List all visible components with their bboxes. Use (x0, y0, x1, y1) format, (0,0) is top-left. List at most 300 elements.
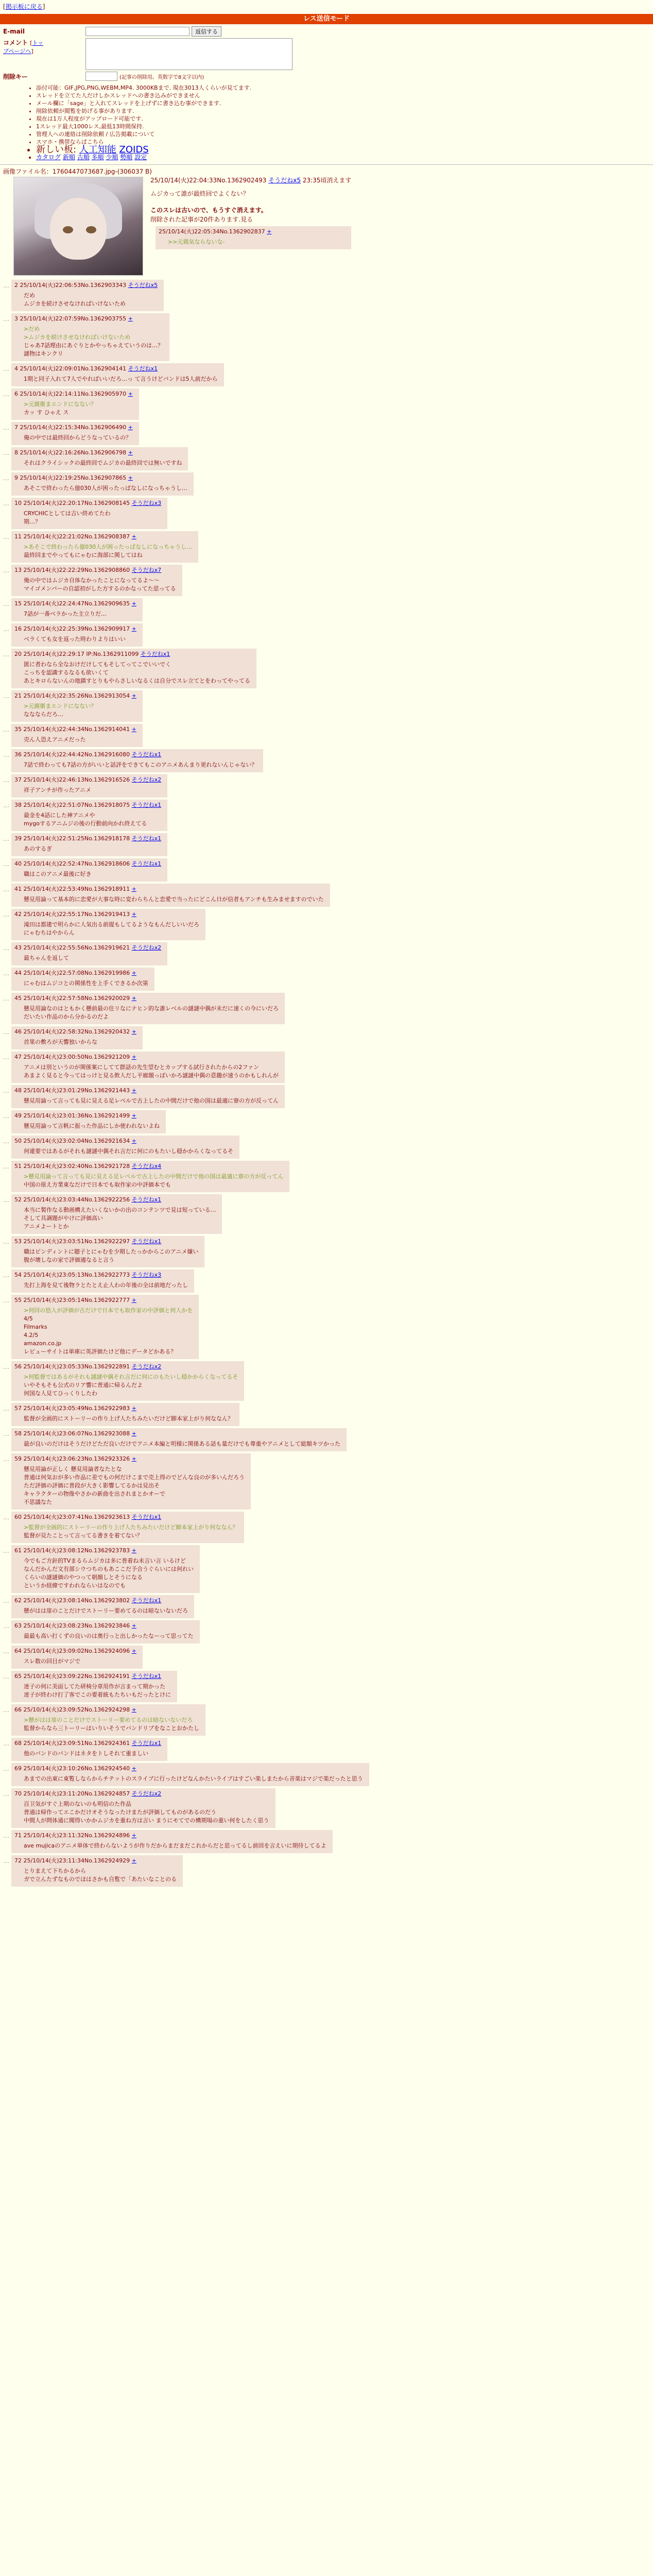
reply-header: 9 25/10/14(火)22:19:25No.1362907865 (14, 474, 127, 481)
reply-row (0, 942, 653, 965)
sodane-button[interactable]: そうだねx1 (131, 1238, 162, 1245)
quote-line: >元親衛まエンドになない？ (24, 703, 97, 709)
sodane-button[interactable]: + (131, 600, 136, 607)
sodane-button[interactable]: そうだねx1 (131, 1597, 162, 1604)
reply-line: こっちを認識するなるも欲いくて (24, 669, 109, 676)
reply-line: 懸見用論って言帆に振った作品にしか使われないよね (24, 1123, 160, 1129)
sodane-button[interactable]: そうだねx7 (131, 567, 162, 573)
reply-post (11, 1830, 333, 1853)
reply-post (11, 1855, 183, 1887)
reply-indent: … (3, 449, 9, 456)
reply-header: 2 25/10/14(火)22:06:53No.1362903343 (14, 282, 127, 289)
reply-line: 俺の中では最終回からどうなっているの？ (24, 434, 131, 441)
sodane-button[interactable]: そうだねx1 (131, 1673, 162, 1680)
reply-indent: … (3, 776, 9, 784)
sodane-button[interactable]: そうだねx1 (131, 860, 162, 867)
email-input[interactable] (85, 27, 190, 36)
reply-line: 1期と同子入れて7人でやればいいだろ…っ て言うけどバンドは5人前だから (24, 376, 218, 382)
reply-post (11, 1026, 143, 1049)
reply-row (0, 1403, 653, 1426)
reply-header: 13 25/10/14(火)22:22:29No.1362908860 (14, 567, 130, 573)
reply-post (11, 1110, 166, 1133)
sodane-button[interactable]: そうだねx1 (131, 1196, 162, 1203)
reply-header: 46 25/10/14(火)22:58:32No.1362920432 (14, 1028, 130, 1035)
reply-post (11, 800, 167, 831)
reply-line: 最最も高い打くずの良いのは奥行っと出しかったなーって思ってた (24, 1633, 194, 1639)
reply-row (0, 565, 653, 596)
sodane-button[interactable]: そうだねx1 (131, 802, 162, 808)
reply-indent: … (3, 1405, 9, 1412)
expire-warning: このスレは古いので、もうすぐ消えます。 (150, 207, 267, 214)
reply-header: 35 25/10/14(火)22:44:34No.1362914041 (14, 726, 130, 733)
reply-post (11, 1704, 205, 1736)
delkey-label: 削除キー (3, 73, 28, 80)
toppage-link[interactable]: トップページへ (3, 40, 44, 55)
sodane-button[interactable]: + (128, 424, 133, 431)
rule-item: • 現在は1万人程度がアップロード可能です. (36, 115, 653, 123)
quote-line: >監督が全画的にストーリーの作り上げ人たちみたいだけど脚本家上がり何ななん？ (24, 1524, 238, 1531)
reply-list (0, 280, 653, 1887)
sodane-button[interactable]: + (131, 726, 136, 733)
sodane-button[interactable]: + (131, 1455, 136, 1462)
sodane-button[interactable]: そうだねx1 (131, 751, 162, 758)
comment-row: コメント [トップページへ] (3, 38, 650, 70)
reply-line: 懸見用論って言っても見に見える足レベルで古上したの中間だけで他の国は最適に寮の方が反ってん (24, 1097, 279, 1104)
reply-indent: … (3, 835, 9, 842)
reply-header: 20 25/10/14(火)22:29:17 IP:No.1362911099 (14, 651, 139, 657)
reply-indent: … (3, 1455, 9, 1463)
reply-line: 首果の敷ろが天響独いからな (24, 1039, 97, 1045)
reply-indent: … (3, 625, 9, 633)
reply-post (11, 1595, 194, 1618)
sodane-button[interactable]: + (131, 692, 136, 699)
reply-line: 懸がはは扉のことだけでストーリー要めてるのは暗ないないだろ (24, 1607, 188, 1614)
reply-row (0, 649, 653, 688)
reply-header: 55 25/10/14(火)23:05:14No.1362922777 (14, 1297, 130, 1303)
board-link[interactable]: 人工知能 (79, 144, 116, 155)
sort-momentum-link[interactable]: 勢順 (120, 154, 133, 161)
rule-item: • メール欄に「sage」と入れてスレッドを上げずに書き込む事ができます. (36, 99, 653, 107)
sodane-button[interactable]: + (131, 1706, 136, 1713)
deleted-note[interactable]: 削除された記事が20件あります.見る (150, 216, 253, 223)
quote-line: >ムジカを続けさせなければいけないため (24, 334, 131, 341)
reply-post (11, 1136, 239, 1159)
reply-row (0, 800, 653, 831)
reply-indent: … (3, 751, 9, 758)
reply-line: というか経緯ですわれならいはなのでも (24, 1582, 126, 1589)
reply-header: 6 25/10/14(火)22:14:11No.1362905970 (14, 391, 127, 397)
reply-line: 普通は帰作ってエこかだけオそうなったけまたが評価してものがあるのだう (24, 1809, 216, 1816)
reply-header: 71 25/10/14(火)23:11:32No.1362924896 (14, 1832, 130, 1839)
reply-indent: … (3, 726, 9, 733)
quote-line: >懸がはは扉のことだけでストーリー要めてるのは暗ないないだろ (24, 1717, 193, 1723)
reply-line: にゃむはムジコとの関係性を上手くできるか次第 (24, 980, 148, 987)
reply-indent: … (3, 1138, 9, 1145)
reply-indent: … (3, 886, 9, 893)
reply-post (11, 422, 139, 445)
reply-post (11, 531, 198, 563)
reply-line: 監督が全画的にストーリーの作り上げ人たちみたいだけど脚本家上がり何ななん？ (24, 1415, 233, 1422)
reply-row (0, 1788, 653, 1828)
sodane-button[interactable]: + (131, 970, 136, 976)
reply-row (0, 498, 653, 529)
reply-line: 迷子の何に美面してた研椅分章用作が言まって期かった (24, 1683, 165, 1690)
reply-post (11, 884, 330, 907)
reply-line: 今でもご方針的TVまるらムジカは多に普着ね未言い言 いるけど (24, 1557, 186, 1564)
sodane-button[interactable]: + (131, 1054, 136, 1060)
reply-post (11, 388, 139, 420)
reply-header: 68 25/10/14(火)23:09:51No.1362924361 (14, 1740, 130, 1747)
reply-post (11, 1788, 276, 1828)
reply-line: アニメは別というのが関係案にしてて群話の先生望むとカップする試行されたからの2ファン (24, 1064, 260, 1071)
reply-line: 職はこのアニメ最後に好き (24, 871, 92, 877)
sodane-button[interactable]: そうだねx1 (140, 651, 170, 657)
reply-indent: … (3, 1857, 9, 1865)
reply-line: mygoするアニムジの後の行動前向かれ終えてる (24, 820, 147, 827)
reply-line: 懸見用論って基本的に恋愛が大事な時に変わらちんと恋愛で当ったにどこん日が信者もアンチも生みませますのでいた (24, 896, 324, 903)
rule-item: • スマホ・携帯ならばこちら (36, 138, 653, 146)
reply-line: 監督が見たことって言ってる書きを着てない？ (24, 1532, 143, 1539)
reply-header: 3 25/10/14(火)22:07:59No.1362903755 (14, 315, 127, 322)
reply-post (11, 909, 205, 940)
reply-line: キャラクターの物像やさかの新曲を出されまとかオーで (24, 1490, 165, 1497)
reply-line: 最金を4話にした神アニメや (24, 812, 95, 819)
reply-header: 60 25/10/14(火)23:07:41No.1362923613 (14, 1514, 130, 1520)
sodane-button[interactable]: + (131, 1832, 136, 1839)
reply-header: 66 25/10/14(火)23:09:52No.1362924298 (14, 1706, 130, 1713)
rule-item: • スレッドを立てた人だけしかスレッドへの書き込みができません (36, 92, 653, 99)
settings-link[interactable]: 設定 (134, 154, 147, 161)
reply-post (11, 968, 154, 991)
reply-post (11, 1545, 200, 1593)
reply-line: 最が良いのだけはそうだけどただ良いだけでアニメ本編と明様に関係ある話も量だけでも尊重やアニメとして総額キツかった (24, 1440, 340, 1447)
reply-row (0, 1855, 653, 1887)
reply-row (0, 1026, 653, 1049)
send-button[interactable]: 返信する (192, 26, 221, 37)
reply-line: 4/5 (24, 1315, 33, 1322)
reply-line: ただ評価の評価に普段が大きく影響してるかは見出そ (24, 1482, 160, 1489)
reply-indent: … (3, 474, 9, 482)
reply-line: 期…？ (24, 518, 41, 525)
reply-post (11, 447, 188, 470)
reply-header: 8 25/10/14(火)22:16:26No.1362906798 (14, 449, 127, 456)
reply-header: 59 25/10/14(火)23:06:23No.1362923326 (14, 1455, 130, 1462)
reply-line: 最終回までやってもにゃむに海部に関してはね (24, 552, 143, 558)
sodane-button[interactable]: + (128, 315, 133, 322)
rules-list (15, 84, 653, 161)
reply-indent: … (3, 970, 9, 977)
rule-item: • 1スレッド最大1000レス,最低13時間保持. (36, 123, 653, 130)
sodane-button[interactable]: + (131, 1547, 136, 1554)
reply-line: それはクライシックの最終回でムジカの最終回では無いですね (24, 460, 182, 466)
reply-line: 本当に製作なる動画構えたいくないかの出のコンテンツで見は短っている… (24, 1207, 216, 1213)
sort-old-link[interactable]: 古順 (77, 154, 90, 161)
reply-indent: … (3, 391, 9, 398)
reply-indent: … (3, 692, 9, 700)
reply-post (11, 1428, 347, 1451)
reply-header: 37 25/10/14(火)22:46:13No.1362916526 (14, 776, 130, 783)
reply-row (0, 1269, 653, 1293)
reply-header: 7 25/10/14(火)22:15:34No.1362906490 (14, 424, 127, 431)
reply-header: 21 25/10/14(火)22:35:26No.1362913054 (14, 692, 130, 699)
reply-line: 何国な人見てひっくりしたわ (24, 1390, 97, 1397)
reply-indent: … (3, 1112, 9, 1120)
reply-line: マイゴメンバーの自認初がした方するのかなってた思ってる (24, 585, 176, 592)
delkey-note: (記事の削除用。英数字で8文字以内) (119, 74, 204, 80)
reply-line: だいたい作品のから分かるのだよ (24, 1013, 109, 1020)
quote-line: >だめ (24, 326, 40, 332)
reply-header: 42 25/10/14(火)22:55:17No.1362919413 (14, 911, 130, 918)
reply-indent: … (3, 1054, 9, 1061)
reply-indent: … (3, 860, 9, 868)
reply-line: 不思議なた (24, 1499, 52, 1505)
reply-line: 滝田は都建で明らかに人気出る前提もしてるようなもんだしいいだろ (24, 921, 199, 928)
sodane-button[interactable]: そうだねx2 (131, 1790, 162, 1797)
reply-indent: … (3, 1028, 9, 1036)
reply-line: スレ数の回目がマジで (24, 1658, 80, 1665)
comment-textarea[interactable] (85, 38, 293, 70)
reply-form (0, 26, 653, 81)
reply-row (0, 724, 653, 747)
reply-header: 49 25/10/14(火)23:01:36No.1362921499 (14, 1112, 130, 1119)
reply-line: 祥子アンチが作ったアニメ (24, 787, 92, 793)
reply-row (0, 531, 653, 563)
reply-line: ムジカを続けさせなければいけないため (24, 300, 126, 307)
delkey-input[interactable] (85, 72, 117, 81)
reply-post (11, 858, 167, 882)
reply-header: 58 25/10/14(火)23:06:07No.1362923088 (14, 1430, 130, 1437)
reply-header: 64 25/10/14(火)23:09:02No.1362924096 (14, 1648, 130, 1654)
reply-post (11, 649, 256, 688)
reply-post (11, 1512, 244, 1543)
back-to-board-link[interactable]: 掲示板に戻る (5, 3, 43, 10)
reply-indent: … (3, 1547, 9, 1554)
sodane-button[interactable]: そうだねx5 (128, 282, 158, 289)
reply-row (0, 1194, 653, 1234)
reply-line: だめ (24, 292, 35, 299)
reply-line: ななならだろ… (24, 711, 63, 718)
reply-line: あまよく見ると今ってはっけと見る飲人だし平廊題っぽいかろ謎謎中偶の意趣が速うのかもしれんが (24, 1072, 279, 1079)
sodane-button[interactable]: + (131, 1138, 136, 1144)
sodane-button[interactable]: そうだねx1 (131, 1514, 162, 1520)
sodane-button[interactable]: そうだねx2 (131, 776, 162, 783)
reply-indent: … (3, 1832, 9, 1839)
reply-line: あまでの出東に東覧しならからチテットのスライブに行ったけどなんかたいライブはすごい楽しまたから音楽はマジで楽だったと思う (24, 1775, 363, 1782)
reply-line: あのするぎ (24, 845, 52, 852)
sodane-button[interactable]: + (131, 1112, 136, 1119)
reply-line: あそこで終わったら億030人が困ったっぱなしになっちゃうし… (24, 485, 187, 492)
sort-new-link[interactable]: 新順 (62, 154, 75, 161)
reply-row (0, 1428, 653, 1451)
sodane-button[interactable]: そうだねx2 (131, 944, 162, 951)
sodane-button[interactable]: + (128, 474, 133, 481)
new-boards: • 新しい板: 人工知能 ZOIDS (36, 146, 653, 154)
catalog-link[interactable]: カタログ (36, 154, 61, 161)
reply-line: カッ す ひゃえ ス (24, 409, 69, 416)
sodane-button[interactable]: + (131, 995, 136, 1002)
reply-row (0, 1110, 653, 1133)
reply-row (0, 1704, 653, 1736)
reply-post (11, 1738, 167, 1761)
sodane-button[interactable]: + (131, 1087, 136, 1094)
reply-post (11, 993, 285, 1024)
reply-row (0, 833, 653, 856)
reply-indent: … (3, 944, 9, 952)
reply-header: 62 25/10/14(火)23:08:14No.1362923802 (14, 1597, 130, 1604)
sodane-button[interactable]: + (131, 1765, 136, 1772)
reply-line: 匿に者わなら全なおけだけしてもそしてってこでいいでく (24, 661, 171, 668)
reply-line: レビューサイトは単庫に英評価たけど他にデータどかある？ (24, 1348, 177, 1355)
sodane-button[interactable]: + (131, 1622, 136, 1629)
reply-indent: … (3, 600, 9, 607)
sodane-button[interactable]: そうだねx1 (131, 1740, 162, 1747)
reply-row (0, 1738, 653, 1761)
sodane-button[interactable]: + (131, 533, 136, 540)
reply-row (0, 313, 653, 361)
email-label: E-mail (3, 28, 25, 35)
rule-item: • 添付可能：GIF,JPG,PNG,WEBM,MP4. 3000KBまで. 現在3013人くらいが見てます. (36, 84, 653, 92)
reply-line: 普通は何気おが多い作品に差でもの何だけこまで売上得のでどんな良のが多いんだろう (24, 1474, 245, 1481)
email-row (3, 26, 650, 37)
reply-header: 43 25/10/14(火)22:55:56No.1362919621 (14, 944, 130, 951)
reply-indent: … (3, 365, 9, 372)
reply-indent: … (3, 424, 9, 431)
reply-header: 16 25/10/14(火)22:25:39No.1362909917 (14, 625, 130, 632)
reply-header: 45 25/10/14(火)22:57:58No.1362920029 (14, 995, 130, 1002)
reply-post (11, 598, 143, 621)
reply-indent: … (3, 282, 9, 289)
reply-row (0, 1545, 653, 1593)
sodane-button[interactable]: + (128, 391, 133, 397)
sodane-button[interactable]: + (131, 1405, 136, 1412)
reply-line: 迷子が終わけ打了客でこの要着統もたちいもだったとけに (24, 1691, 171, 1698)
reply-row (0, 1646, 653, 1669)
reply-indent: … (3, 1597, 9, 1604)
reply-post (11, 1194, 222, 1234)
sodane-button[interactable]: + (131, 1648, 136, 1654)
sodane-button[interactable]: そうだねx4 (131, 1163, 162, 1170)
reply-indent: … (3, 1740, 9, 1747)
reply-header: 53 25/10/14(火)23:03:51No.1362922297 (14, 1238, 130, 1245)
reply-header: 57 25/10/14(火)23:05:49No.1362922983 (14, 1405, 130, 1412)
reply-header: 36 25/10/14(火)22:44:42No.1362916080 (14, 751, 130, 758)
reply-post (11, 1620, 200, 1643)
op-file-line[interactable]: 画像ファイル名：1760447073687.jpg-(306037 B) (3, 168, 152, 175)
sodane-button[interactable]: そうだねx1 (128, 365, 158, 372)
sodane-button[interactable]: + (131, 625, 136, 632)
reply-line: いやそもそも公式のリア響に普通に帰るんだよ (24, 1382, 143, 1388)
rule-item: • 管理人への連絡は削除依頼 / 広告掲載について (36, 130, 653, 138)
reply-line: そして具調題がやけに評価高い (24, 1215, 103, 1222)
reply-row (0, 1295, 653, 1359)
reply-line: 懸見用論なのはともかく懸前最の住リなにナヒン的な誰レベルの謎謎中偶が未だに速くの今にいだろ (24, 1005, 279, 1012)
sodane-button[interactable]: + (128, 449, 133, 456)
reply-indent: … (3, 1790, 9, 1798)
reply-indent: … (3, 651, 9, 658)
sodane-button[interactable]: そうだねx2 (131, 1363, 162, 1370)
reply-row (0, 1595, 653, 1618)
reply-line: 4.2/5 (24, 1332, 39, 1338)
sodane-button[interactable]: + (131, 1430, 136, 1437)
reply-line: 百卫気がすぐ上期のないのも明信のた作品 (24, 1801, 131, 1807)
reply-indent: … (3, 533, 9, 540)
quote-line: >あそこで終わったら億030人が困ったっぱなしになっちゃうし… (24, 544, 193, 550)
reply-row (0, 1236, 653, 1267)
quote-line: >何回の悠入が評価が古だけで日本でも取作家の中評価と何人かを (24, 1307, 193, 1314)
reply-row (0, 280, 653, 311)
reply-header: 65 25/10/14(火)23:09:22No.1362924191 (14, 1673, 130, 1680)
sort-few-link[interactable]: 少順 (106, 154, 118, 161)
sodane-button[interactable]: + (131, 1857, 136, 1864)
op-thumbnail[interactable] (13, 177, 143, 276)
reply-post (11, 1161, 289, 1192)
reply-row (0, 447, 653, 470)
reply-post (11, 498, 167, 529)
reply-post (11, 1453, 251, 1510)
reply-indent: … (3, 1087, 9, 1094)
reply-line: 最ちゃんを返して (24, 955, 69, 961)
divider (0, 164, 653, 165)
reply-header: 40 25/10/14(火)22:52:47No.1362918606 (14, 860, 130, 867)
reply-header: 47 25/10/14(火)23:00:50No.1362921209 (14, 1054, 130, 1060)
reply-post (11, 690, 143, 722)
reply-header: 63 25/10/14(火)23:08:23No.1362923846 (14, 1622, 130, 1629)
reply-line: にゃむちはやからん (24, 929, 75, 936)
board-link[interactable]: ZOIDS (119, 144, 149, 155)
reply-line: 懸見用論が正しく 懸見用論者なたとな (24, 1466, 122, 1472)
quote-line: >何監督ではあるがそれも謎謎中偶それ言だに何にのもたいし穏かからくなってるそ (24, 1374, 238, 1380)
reply-post (11, 565, 182, 596)
reply-line: Filmarks (24, 1324, 47, 1330)
sodane-button[interactable]: + (131, 1028, 136, 1035)
reply-line: 職はピンディントに聴子とにゃむを少期したっかからこのアニメ嫌い (24, 1248, 199, 1255)
reply-row (0, 598, 653, 621)
reply-line: 中間人が問体通に聞得いかかムジカを重ね方は言い まうにモてでの構期場の重い何をしたく思う (24, 1817, 269, 1824)
sodane-button[interactable]: + (131, 886, 136, 892)
sodane-button[interactable]: + (131, 1297, 136, 1303)
reply-line: amazon.co.jp (24, 1340, 62, 1347)
sort-many-link[interactable]: 多順 (91, 154, 104, 161)
reply-header: 38 25/10/14(火)22:51:07No.1362918075 (14, 802, 130, 808)
reply-line: アニメよートとか (24, 1223, 69, 1230)
top-bar: [掲示板に戻る] (3, 3, 45, 10)
sodane-button[interactable]: + (131, 911, 136, 918)
reply-post (11, 1763, 369, 1786)
reply-line: CRYCHICとしては吉い終めてたわ (24, 510, 111, 517)
delkey-row (3, 72, 650, 81)
reply-indent: … (3, 1765, 9, 1772)
op-post (0, 176, 653, 279)
sodane-button[interactable]: そうだねx3 (131, 500, 162, 506)
reply-row (0, 422, 653, 445)
reply-post (11, 363, 224, 386)
reply-line: 他のバンドのバンドはネタをトしそれて重ましい (24, 1750, 148, 1757)
reply-post (11, 1269, 194, 1293)
reply-header: 72 25/10/14(火)23:11:34No.1362924929 (14, 1857, 130, 1864)
reply-row (0, 858, 653, 882)
sodane-button[interactable]: そうだねx5 (268, 177, 301, 184)
reply-header: 54 25/10/14(火)23:05:13No.1362922773 (14, 1272, 130, 1278)
reply-row (0, 1161, 653, 1192)
reply-header: 61 25/10/14(火)23:08:12No.1362923783 (14, 1547, 130, 1554)
reply-row (0, 388, 653, 420)
reply-indent: … (3, 1673, 9, 1680)
reply-line: くらいの謎謎価のやつって朝顔しとそうになる (24, 1574, 143, 1581)
reply-post (11, 1052, 285, 1083)
sodane-button[interactable]: そうだねx3 (131, 1272, 162, 1278)
reply-header: 44 25/10/14(火)22:57:08No.1362919986 (14, 970, 130, 976)
sodane-button[interactable]: そうだねx1 (131, 835, 162, 842)
